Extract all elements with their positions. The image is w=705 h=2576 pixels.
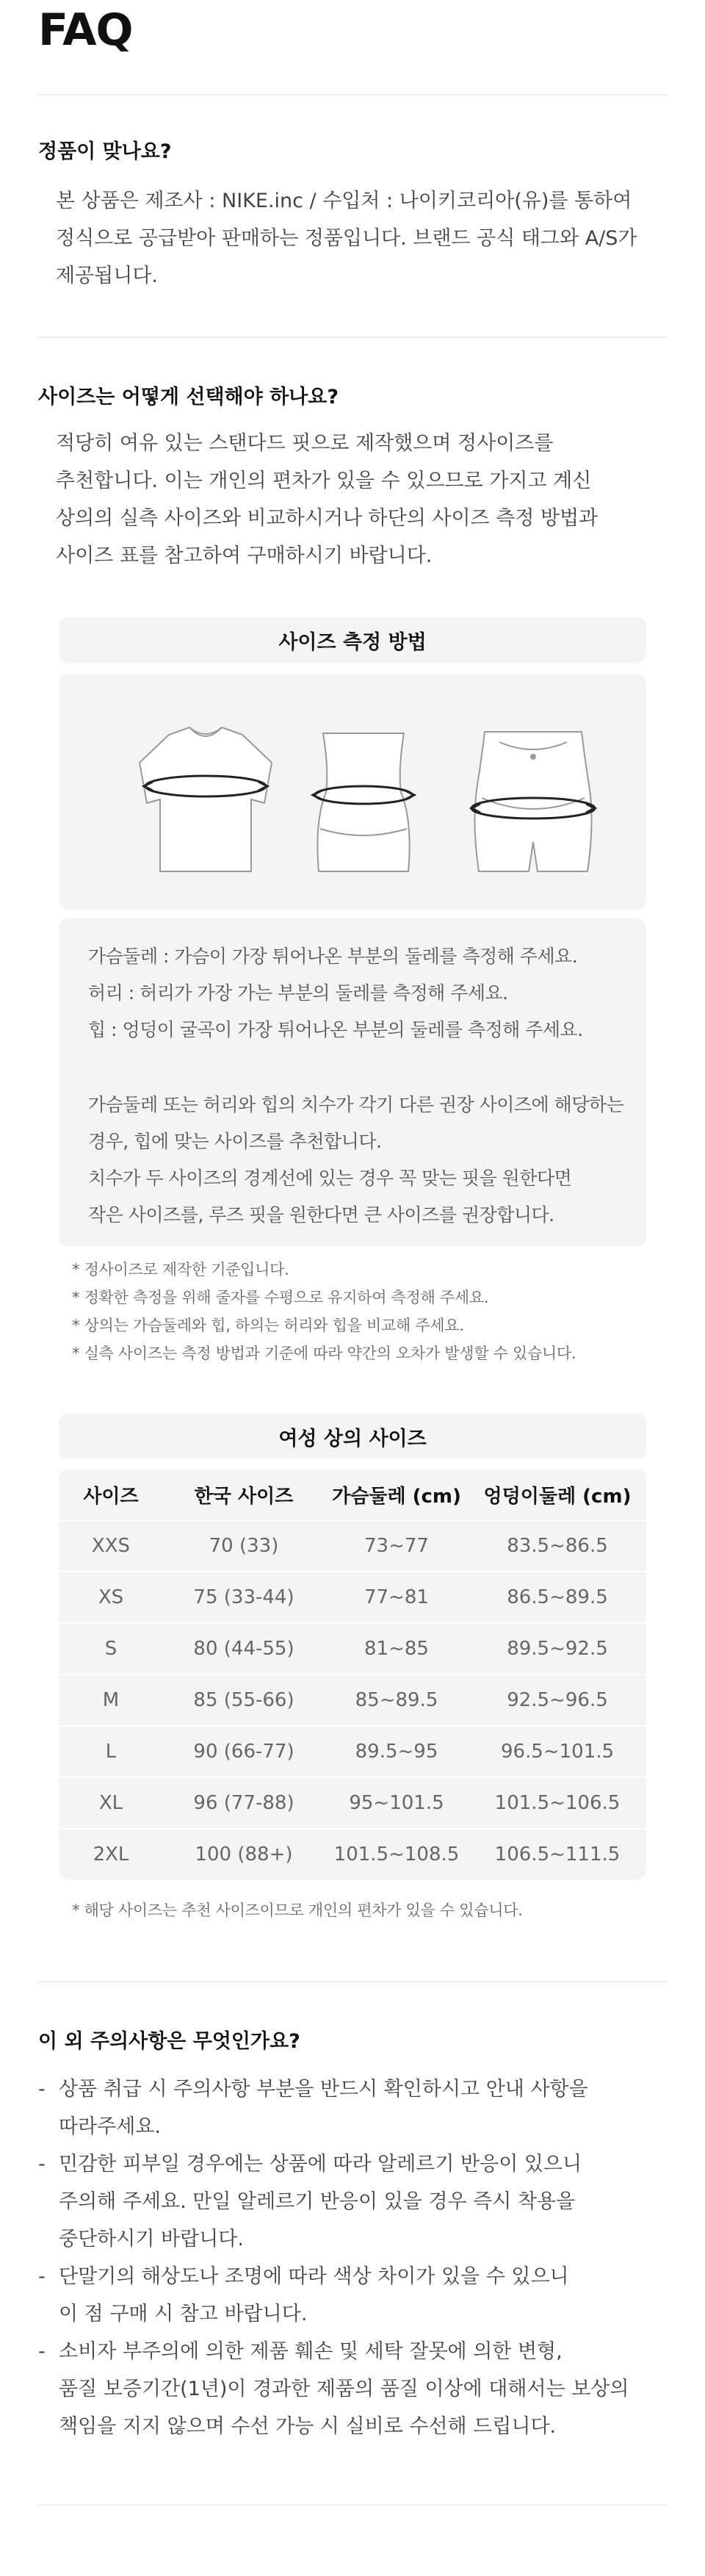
measure-line: 작은 사이즈를, 루즈 핏을 원한다면 큰 사이즈를 권장합니다. xyxy=(88,1204,554,1226)
measure-line: 가슴둘레 : 가슴이 가장 튀어나온 부분의 둘레를 측정해 주세요. xyxy=(88,946,578,967)
column-header: 엉덩이둘레 (cm) xyxy=(483,1485,632,1508)
table-cell: 101.5~106.5 xyxy=(494,1792,621,1814)
table-cell: 83.5~86.5 xyxy=(507,1535,608,1557)
list-item-text: 상품 취급 시 주의사항 부분을 반드시 확인하시고 안내 사항을 따라주세요. xyxy=(59,2078,588,2138)
waist-figure-icon xyxy=(313,733,414,871)
table-row xyxy=(59,1624,646,1674)
measure-line: 허리 : 허리가 가장 가는 부분의 둘레를 측정해 주세요. xyxy=(88,982,508,1004)
table-cell: 100 (88+) xyxy=(195,1843,293,1866)
table-cell: 70 (33) xyxy=(209,1535,279,1557)
table-cell: 77~81 xyxy=(364,1586,429,1608)
measure-line: 치수가 두 사이즈의 경계선에 있는 경우 꼭 맞는 핏을 원한다면 xyxy=(88,1168,572,1189)
dash-bullet: - xyxy=(38,2265,46,2288)
answer-size: 적당히 여유 있는 스탠다드 핏으로 제작했으며 정사이즈를 추천합니다. 이는 개인의 편차가 있을 수 있으므로 가지고 계신 상의의 실측 사이즈와 비교하시거나 하단의 사이즈 측정 방법과 사이즈 표를 참고하여 구매하시기 바랍니다. xyxy=(56,432,599,567)
table-cell: 101.5~108.5 xyxy=(333,1843,460,1866)
list-item-text: 단말기의 해상도나 조명에 따라 색상 차이가 있을 수 있으니 이 점 구매 시 참고 바랍니다. xyxy=(59,2265,569,2325)
table-cell: M xyxy=(102,1689,120,1711)
table-header-row xyxy=(59,1469,646,1519)
divider xyxy=(38,337,667,338)
question-authentic: 정품이 맞나요? xyxy=(38,140,172,163)
table-cell: XXS xyxy=(91,1535,131,1557)
measure-note: * 상의는 가슴둘레와 힙, 하의는 허리와 힙을 비교해 주세요. xyxy=(72,1317,464,1334)
measure-description xyxy=(59,918,646,1246)
answer-authentic: 본 상품은 제조사 : NIKE.inc / 수입처 : 나이키코리아(유)를 통하여 정식으로 공급받아 판매하는 정품입니다. 브랜드 공식 태그와 A/S가 제공됩니다. xyxy=(56,190,637,287)
table-row xyxy=(59,1778,646,1828)
list-item-text: 민감한 피부일 경우에는 상품에 따라 알레르기 반응이 있으니 주의해 주세요. 만일 알레르기 반응이 있을 경우 즉시 착용을 중단하시기 바랍니다. xyxy=(59,2153,582,2251)
column-header: 한국 사이즈 xyxy=(194,1485,294,1508)
table-cell: 86.5~89.5 xyxy=(507,1586,608,1608)
table-cell: 80 (44-55) xyxy=(193,1638,294,1660)
table-cell: 81~85 xyxy=(364,1638,429,1660)
table-row xyxy=(59,1572,646,1622)
chest-figure-icon xyxy=(140,727,272,871)
page-title: FAQ xyxy=(38,4,133,56)
divider xyxy=(38,1981,667,1982)
table-cell: 92.5~96.5 xyxy=(507,1689,608,1711)
column-header: 사이즈 xyxy=(83,1485,139,1508)
table-row xyxy=(59,1675,646,1725)
table-cell: 89.5~92.5 xyxy=(507,1638,608,1660)
table-cell: S xyxy=(104,1638,118,1660)
measure-line: 가슴둘레 또는 허리와 힙의 치수가 각기 다른 권장 사이즈에 해당하는 xyxy=(88,1094,624,1115)
table-cell: 95~101.5 xyxy=(349,1792,444,1814)
table-cell: 85~89.5 xyxy=(355,1689,438,1711)
measure-line: 힙 : 엉덩이 굴곡이 가장 튀어나온 부분의 둘레를 측정해 주세요. xyxy=(88,1019,583,1040)
divider xyxy=(38,94,667,96)
column-header: 가슴둘레 (cm) xyxy=(332,1485,461,1508)
measure-illustrations xyxy=(59,674,646,910)
table-cell: 96.5~101.5 xyxy=(500,1741,615,1763)
divider xyxy=(38,2504,667,2505)
question-caution: 이 외 주의사항은 무엇인가요? xyxy=(38,2030,300,2053)
table-row xyxy=(59,1727,646,1777)
table-cell: 85 (55-66) xyxy=(193,1689,294,1711)
table-cell: 90 (66-77) xyxy=(193,1741,294,1763)
measure-note: * 정확한 측정을 위해 줄자를 수평으로 유지하여 측정해 주세요. xyxy=(72,1289,489,1306)
list-item-text: 소비자 부주의에 의한 제품 훼손 및 세탁 잘못에 의한 변형, 품질 보증기간(1년)이 경과한 제품의 품질 이상에 대해서는 보상의 책임을 지지 않으며 수선 가능 시 실비로 수선해 드립니다. xyxy=(59,2340,629,2438)
dash-bullet: - xyxy=(38,2078,46,2101)
measure-note: * 정사이즈로 제작한 기준입니다. xyxy=(72,1261,289,1278)
measure-note: * 실측 사이즈는 측정 방법과 기준에 따라 약간의 오차가 발생할 수 있습니다. xyxy=(72,1345,576,1362)
table-cell: 75 (33-44) xyxy=(193,1586,294,1608)
question-size: 사이즈는 어떻게 선택해야 하나요? xyxy=(38,386,339,409)
measure-heading: 사이즈 측정 방법 xyxy=(59,617,646,663)
table-cell: 73~77 xyxy=(364,1535,429,1557)
size-table-note: * 해당 사이즈는 추천 사이즈이므로 개인의 편차가 있을 수 있습니다. xyxy=(72,1902,523,1919)
table-row xyxy=(59,1830,646,1879)
table-cell: 89.5~95 xyxy=(355,1741,438,1763)
table-cell: 2XL xyxy=(93,1843,129,1866)
dash-bullet: - xyxy=(38,2153,46,2176)
size-table-heading: 여성 상의 사이즈 xyxy=(59,1414,646,1459)
table-cell: 96 (77-88) xyxy=(193,1792,294,1814)
table-row xyxy=(59,1521,646,1571)
hip-figure-icon xyxy=(471,732,595,871)
table-cell: 106.5~111.5 xyxy=(494,1843,621,1866)
table-cell: XL xyxy=(98,1792,123,1814)
table-cell: L xyxy=(105,1741,117,1763)
measure-line: 경우, 힙에 맞는 사이즈를 추천합니다. xyxy=(88,1131,382,1152)
dash-bullet: - xyxy=(38,2340,46,2363)
table-cell: XS xyxy=(98,1586,124,1608)
